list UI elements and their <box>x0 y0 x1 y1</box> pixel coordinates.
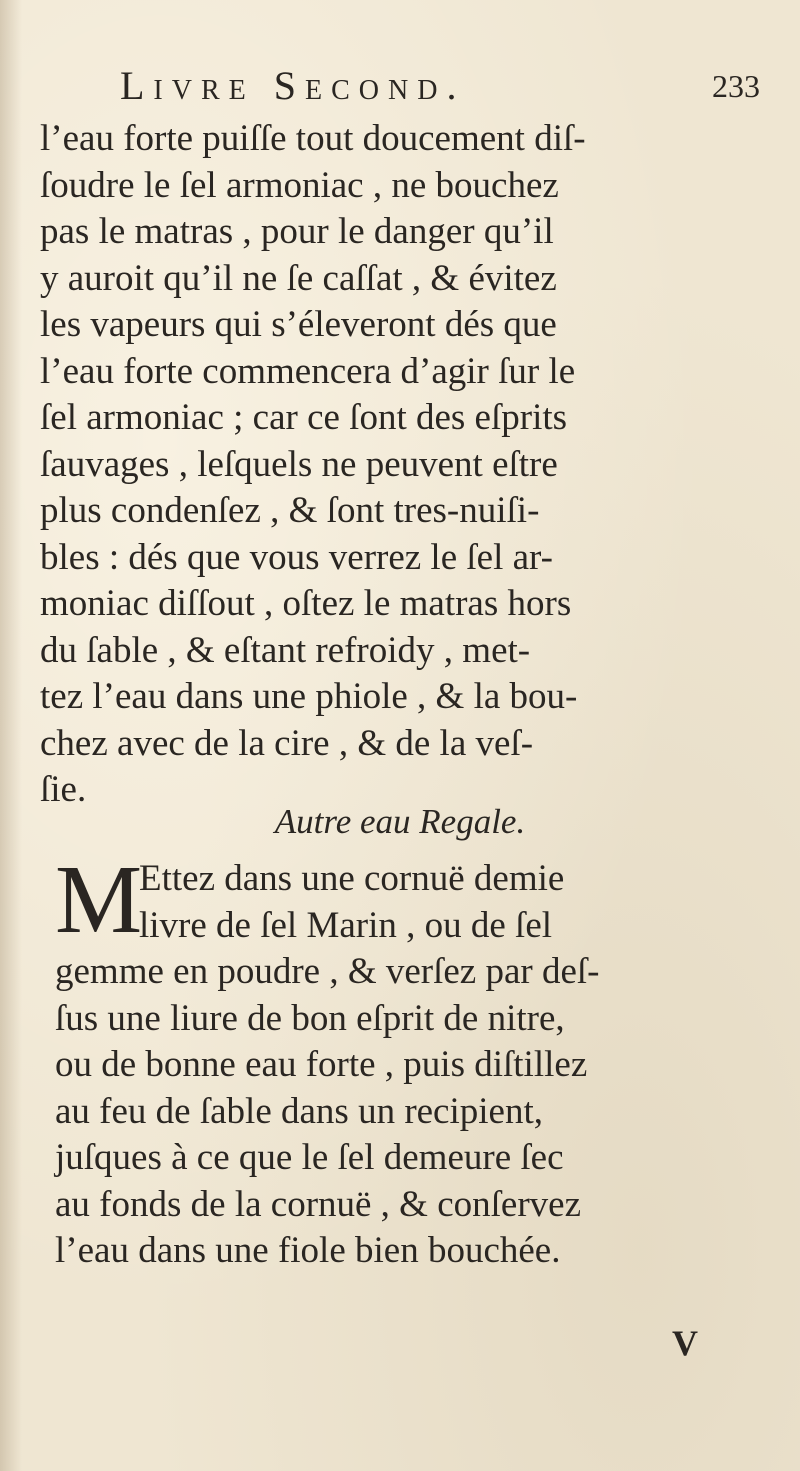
text-line: ſauvages , leſquels ne peuvent eſtre <box>40 443 558 485</box>
text-line: les vapeurs qui s’éleveront dés que <box>40 304 557 345</box>
text-line: livre de ſel Marin , ou de ſel <box>139 904 553 946</box>
page-number: 233 <box>712 68 760 104</box>
page-header <box>120 62 760 112</box>
text-line: Ettez dans une cornuë demie <box>139 858 565 899</box>
text-line: bles : dés que vous verrez le ſel ar- <box>40 536 553 578</box>
running-head: Livre Second. <box>120 63 466 108</box>
text-line: juſques à ce que le ſel demeure ſec <box>55 1137 564 1178</box>
text-line: au fonds de la cornuë , & conſervez <box>55 1183 582 1225</box>
text-line: tez l’eau dans une phiole , & la bou- <box>40 676 578 717</box>
text-line: y auroit qu’il ne ſe caſſat , & évitez <box>40 257 557 299</box>
text-line: ſel armoniac ; car ce ſont des eſprits <box>40 397 568 438</box>
section-paragraph <box>55 846 775 1275</box>
text-line: du ſable , & eſtant refroidy , met- <box>40 629 531 671</box>
drop-cap: M <box>55 846 143 954</box>
text-line: ſoudre le ſel armoniac , ne bouchez <box>40 164 559 206</box>
catchword: V <box>672 1323 698 1363</box>
text-line: l’eau dans une fiole bien bouchée. <box>55 1230 561 1271</box>
text-line: ſie. <box>40 769 87 810</box>
text-line: moniac diſſout , oſtez le matras hors <box>40 583 572 624</box>
text-line: gemme en poudre , & verſez par deſ- <box>55 951 600 992</box>
text-line: chez avec de la cire , & de la veſ- <box>40 722 534 764</box>
page-gutter-shadow <box>0 0 22 1471</box>
text-line: ou de bonne eau forte , puis diſtillez <box>55 1044 588 1085</box>
text-line: pas le matras , pour le danger qu’il <box>40 211 554 252</box>
text-line: plus condenſez , & ſont tres-nuiſi- <box>40 490 540 531</box>
text-line: l’eau forte commencera d’agir ſur le <box>40 350 576 392</box>
text-line: au feu de ſable dans un recipient, <box>55 1090 543 1132</box>
section-title: Autre eau Regale. <box>274 802 526 841</box>
text-line: l’eau forte puiſſe tout doucement diſ- <box>40 118 586 159</box>
text-line: ſus une liure de bon eſprit de nitre, <box>55 997 565 1039</box>
body-paragraph <box>40 116 770 814</box>
